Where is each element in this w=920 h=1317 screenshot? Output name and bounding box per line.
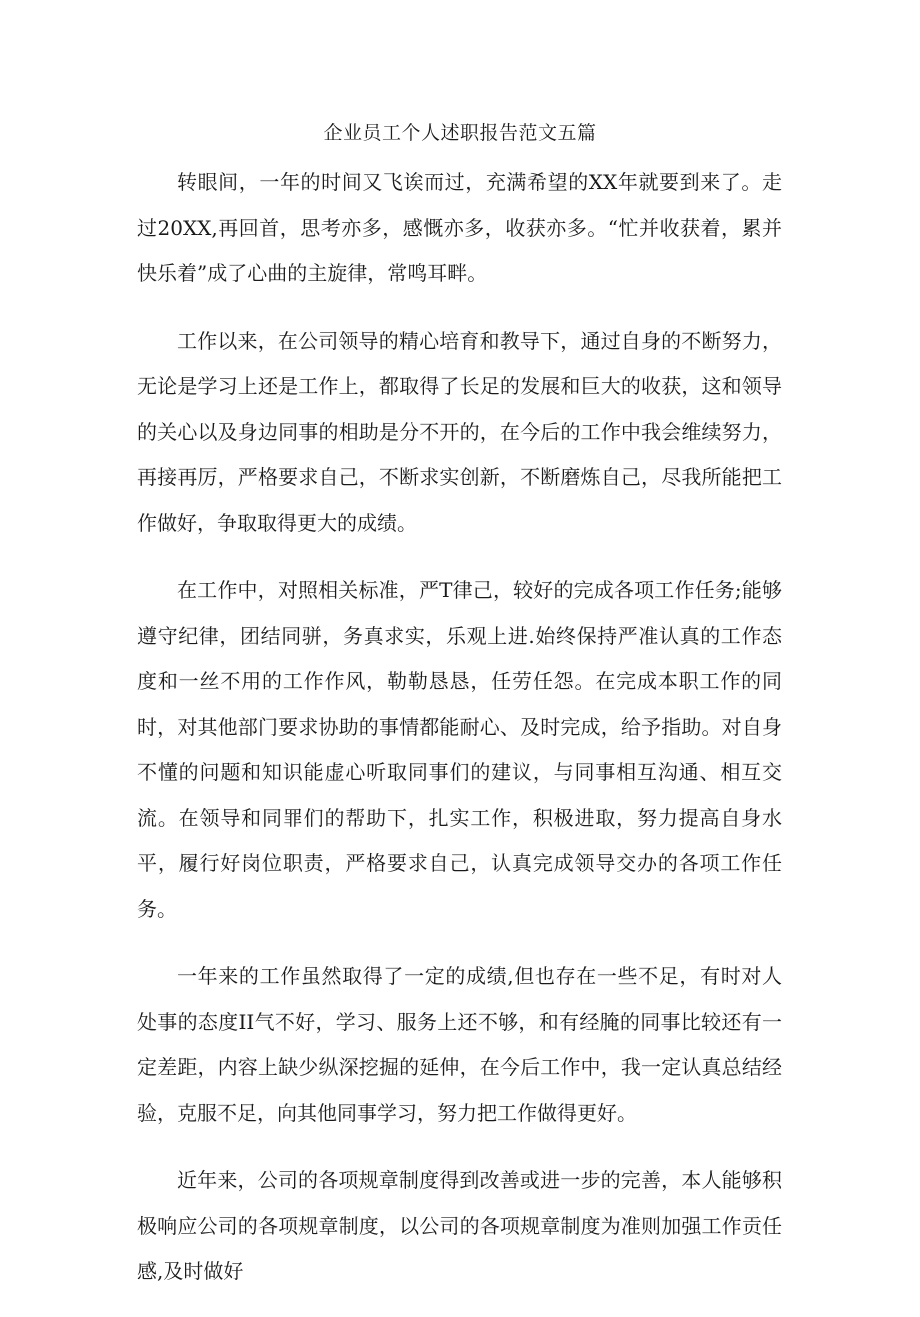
paragraph: 近年来，公司的各项规章制度得到改善或进一步的完善，本人能够积极响应公司的各项规章制度，以公司的各项规章制度为准则加强工作贡任感,及时做好 [137, 1168, 782, 1283]
document-title: 企业员工个人述职报告范文五篇 [323, 122, 597, 144]
paragraph: 在工作中，对照相关标准，严T律己，较好的完成各项工作任务;能够遵守纪律，团结同骈，务真求实，乐观上进.始终保持严准认真的工作态度和一丝不用的工作作风，勒勒恳恳，任劳任怨。在完成本职工作的同时，对其他部门要求协助的事情都能耐心、及时完成，给予指助。对自身不懂的问题和知识能虚心听取同事们的建议，与同事相互沟通、相互交流。在领导和同罪们的帮助下，扎实工作，积极进取，努力提高自身水平，履行好岗位职责，严格要求自己，认真完成领导交办的各项工作任务。 [137, 578, 782, 921]
paragraph: 工作以来，在公司领导的精心培育和教导下，通过自身的不断努力，无论是学习上还是工作上，都取得了长足的发展和巨大的收获，这和领导的关心以及身边同事的相助是分不开的，在今后的工作中我会维续努力，再接再厉，严格要求自己，不断求实创新，不断磨炼自己，尽我所能把工作做好，争取取得更大的成绩。 [137, 328, 782, 535]
document-body [137, 160, 782, 1317]
paragraph: 转眼间，一年的时间又飞诶而过，充满希望的XX年就要到来了。走过20XX,再回首，思考亦多，感慨亦多，收获亦多。“忙并收获着，累并快乐着”成了心曲的主旋律，常鸣耳畔。 [137, 170, 782, 285]
paragraph: 一年来的工作虽然取得了一定的成绩,但也存在一些不足，有时对人处事的态度II气不好，学习、服务上还不够，和有经腌的同事比较还有一定差距，内容上缺少纵深挖掘的延伸，在今后工作中，我一定认真总结经验，克服不足，向其他同事学习，努力把工作做得更好。 [137, 964, 782, 1125]
